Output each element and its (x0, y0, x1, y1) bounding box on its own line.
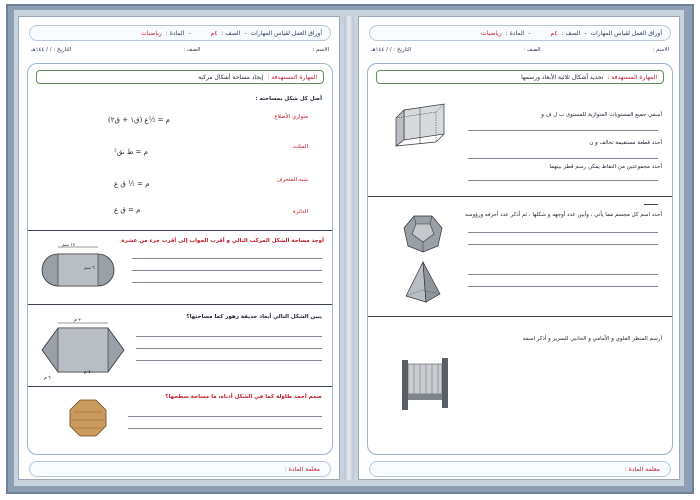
grade-label: الصف : (561, 29, 581, 37)
answer-line[interactable] (132, 270, 322, 271)
right-page-header (369, 25, 671, 41)
octagon-table-figure (68, 398, 108, 438)
left-content-box (27, 63, 333, 455)
name-label: الاسم : (312, 47, 329, 53)
section-divider (368, 196, 673, 197)
formula-trapezoid: م = ½ع (ق١ + ق٢) (108, 116, 171, 124)
shape-name-trapezoid: شبه المنحرف (276, 177, 308, 183)
header-separator: - (244, 29, 247, 37)
left-page (18, 16, 340, 480)
right-meta-row (371, 47, 669, 59)
q2-prompt: أوجد مساحة الشكل المركب التالي و أقرب الجواب إلى أقرب جزء من عشرة (121, 238, 324, 244)
header-separator: - (188, 29, 191, 37)
short-divider (644, 204, 658, 205)
answer-line[interactable] (136, 348, 322, 349)
answer-line[interactable] (132, 282, 322, 283)
answer-line[interactable] (136, 360, 322, 361)
q3-prompt: يبين الشكل التالي أبعاد حديقة زهور كما مساحتها؟ (186, 314, 322, 320)
answer-line[interactable] (128, 416, 322, 417)
left-page-header (29, 25, 331, 41)
subject-label: المادة : (165, 29, 185, 37)
right-page (358, 16, 680, 480)
section-divider (368, 316, 673, 317)
prism-figure (390, 100, 454, 148)
q2-dimension-top: ١٧ سم (62, 243, 76, 248)
class-label: الصف : (183, 47, 201, 53)
answer-line[interactable] (468, 180, 658, 181)
shape-name-circle: الدائرة (292, 209, 308, 215)
q3-prompt: أرسم المنظر العلوي و الأمامي و الجانبي للسرير و أذكر اسمه (522, 336, 662, 342)
header-separator: - (528, 29, 531, 37)
header-title: أوراق العمل لقياس المهارات (250, 29, 322, 37)
shape-name-triangle: المثلث (292, 144, 308, 150)
answer-line[interactable] (136, 336, 322, 337)
subject-value: رياضيات (141, 29, 162, 37)
section-divider (28, 304, 333, 305)
q3-dimension-side: ٦ م (44, 376, 51, 381)
q3-dimension-top: ٢٠ م (74, 318, 84, 323)
q1a-prompt: أسمي جميع المستويات المتوازية للمستوى ب ل ف و (541, 112, 662, 118)
header-title: أوراق العمل لقياس المهارات (590, 29, 662, 37)
q1b-prompt: أحدد قطعة مستقيمة تخالف و ن (589, 140, 662, 146)
right-content-box (367, 63, 673, 455)
left-meta-row (31, 47, 329, 59)
grade-label: الصف : (221, 29, 241, 37)
header-separator: - (584, 29, 587, 37)
skill-text: إيجاد مساحة أشكال مركبة (198, 73, 264, 81)
answer-line[interactable] (132, 258, 322, 259)
q3-dimension-bottom: ٤٠ م (84, 370, 94, 375)
stadium-shape-figure (38, 244, 118, 290)
crib-figure (398, 354, 452, 412)
answer-line[interactable] (468, 244, 658, 245)
grade-value: ٤م (210, 29, 218, 37)
answer-line[interactable] (468, 286, 658, 287)
q1-prompt: أصل كل شكل بمساحته : (255, 96, 322, 102)
class-label: الصف : (523, 47, 541, 53)
section-divider (28, 386, 333, 387)
subject-label: المادة : (505, 29, 525, 37)
skill-label: المهارة المستهدفة : (607, 73, 657, 81)
q1c-prompt: أحدد مجموعتين من النقاط يمكن رسم قطر بينهما (549, 164, 662, 170)
formula-parallelogram: م = ق ع (114, 206, 141, 214)
q4-prompt: صمم أحمد طاولة كما في الشكل أدناه، ما مساحة سطحها؟ (165, 394, 322, 400)
formula-circle: م = ط نق² (114, 148, 148, 156)
date-label: التاريخ : / / ١٤٤هـ (371, 47, 412, 53)
skill-text: تحديد أشكال ثلاثية الأبعاد ورسمها (521, 73, 604, 81)
book-spine (344, 16, 354, 480)
right-skill-bar (376, 70, 664, 84)
left-skill-bar (36, 70, 324, 84)
q2-dimension-side: ٦ سم (84, 266, 95, 271)
subject-value: رياضيات (481, 29, 502, 37)
grade-value: ٤م (550, 29, 558, 37)
shape-name-parallelogram: متوازي الأضلاع (274, 114, 308, 120)
answer-line[interactable] (128, 428, 322, 429)
garden-hexagon-figure (40, 320, 126, 376)
formula-triangle: م = ½ ق ع (114, 180, 150, 188)
right-footer (369, 461, 671, 477)
date-label: التاريخ : / / ١٤٤هـ (31, 47, 72, 53)
skill-label: المهارة المستهدفة : (267, 73, 317, 81)
book-spread (14, 10, 684, 486)
name-label: الاسم : (652, 47, 669, 53)
left-footer (29, 461, 331, 477)
teacher-label: معلمة المادة : (284, 465, 320, 473)
answer-line[interactable] (468, 158, 658, 159)
q2-prompt: أحدد اسم كل مجسم مما يأتي ، وأبين عدد أوجهه و شكلها ، ثم أذكر عدد أحرفه ورؤوسه (464, 212, 662, 218)
answer-line[interactable] (468, 274, 658, 275)
pyramid-figure (402, 260, 444, 304)
answer-line[interactable] (468, 232, 658, 233)
teacher-label: معلمة المادة : (624, 465, 660, 473)
polyhedron-figure (402, 214, 444, 254)
section-divider (28, 230, 333, 231)
answer-line[interactable] (468, 130, 658, 131)
